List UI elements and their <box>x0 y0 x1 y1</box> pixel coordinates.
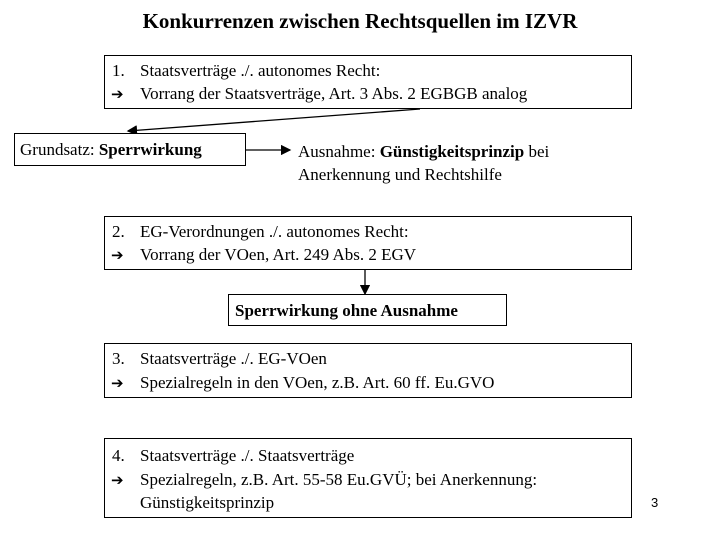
exception-line2: Anerkennung und Rechtshilfe <box>298 165 502 184</box>
section-2-line2: Vorrang der VOen, Art. 249 Abs. 2 EGV <box>140 245 417 264</box>
exception-text <box>298 140 549 186</box>
slide-title: Konkurrenzen zwischen Rechtsquellen im IZVR <box>142 9 578 33</box>
section-1-number: 1. <box>112 61 125 80</box>
principle-text <box>20 140 202 160</box>
section-4-box <box>104 438 632 518</box>
section-3-line1: Staatsverträge ./. EG-VOen <box>140 349 327 368</box>
arrow-right-icon: ➔ <box>111 85 124 103</box>
section-3-line2: Spezialregeln in den VOen, z.B. Art. 60 ff. Eu.GVO <box>140 373 495 392</box>
section-2-number: 2. <box>112 222 125 241</box>
exception-prefix: Ausnahme: <box>298 142 380 161</box>
section-4-line2: Spezialregeln, z.B. Art. 55-58 Eu.GVÜ; bei Anerkennung: <box>140 470 538 489</box>
principle-prefix: Grundsatz: <box>20 140 99 159</box>
section-2-box <box>104 216 632 270</box>
section-3-box <box>104 343 632 398</box>
exception-suffix: bei <box>524 142 550 161</box>
section-3-number: 3. <box>112 349 125 368</box>
section-4-line3: Günstigkeitsprinzip <box>140 493 275 512</box>
section-4-line1: Staatsverträge ./. Staatsverträge <box>140 446 355 465</box>
page-number: 3 <box>651 495 659 510</box>
section-2-line1: EG-Verordnungen ./. autonomes Recht: <box>140 222 409 241</box>
principle-bold: Sperrwirkung <box>98 140 202 159</box>
arrow-right-icon: ➔ <box>111 246 124 264</box>
arrow-right-icon: ➔ <box>111 374 124 392</box>
section-1-line2: Vorrang der Staatsverträge, Art. 3 Abs. 2 EGBGB analog <box>140 84 528 103</box>
sperrwirkung-text: Sperrwirkung ohne Ausnahme <box>235 301 458 320</box>
arrow-right-icon: ➔ <box>111 471 124 489</box>
arrow-section1-to-principle <box>128 109 420 131</box>
section-4-number: 4. <box>112 446 125 465</box>
sperrwirkung-box <box>228 294 507 326</box>
section-1-box <box>104 55 632 109</box>
principle-box <box>14 133 246 166</box>
exception-bold: Günstigkeitsprinzip <box>379 142 525 161</box>
section-1-line1: Staatsverträge ./. autonomes Recht: <box>140 61 381 80</box>
